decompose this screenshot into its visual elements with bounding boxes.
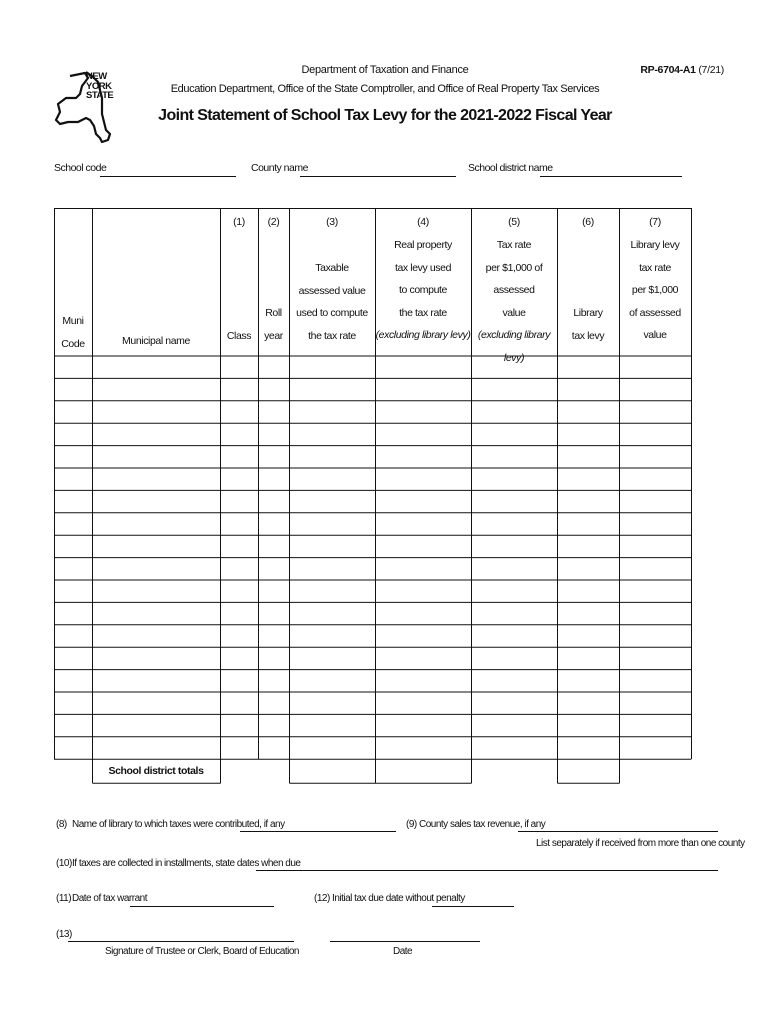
logo-line-york: YORK [86, 80, 112, 92]
form-title: Joint Statement of School Tax Levy for the 2021-2022 Fiscal Year [158, 107, 612, 124]
school-code-field[interactable] [100, 176, 236, 177]
library-name-field[interactable] [240, 831, 396, 832]
county-name-label: County name [251, 162, 308, 174]
q12-label: (12) Initial tax due date without penalty [314, 893, 465, 904]
header-col4-label [375, 234, 471, 347]
q10-number: (10) [56, 858, 72, 869]
header-col3-line2: assessed value [298, 284, 366, 297]
q8-label: Name of library to which taxes were contributed, if any [72, 819, 285, 830]
header-municipal-name: Municipal name [122, 335, 190, 347]
header-col5-line2: per $1,000 of [485, 261, 543, 274]
logo-line-state: STATE [86, 90, 114, 101]
header-col2-line2: year [264, 329, 283, 342]
header-col6-label [557, 302, 619, 347]
form-number [640, 64, 724, 76]
header-col5-note: (excluding library levy) [477, 329, 551, 364]
school-code-label: School code [54, 162, 107, 174]
form-revision-date: (7/21) [698, 64, 724, 76]
header-col7-line2: tax rate [639, 261, 671, 274]
q8-number: (8) [56, 819, 67, 830]
header-col7-line1: Library levy [630, 239, 680, 251]
header-col7-line5: value [643, 329, 667, 341]
header-col7-line3: per $1,000 [631, 284, 679, 296]
header-col1-class: Class [226, 330, 252, 342]
school-district-name-label: School district name [468, 162, 553, 174]
date-label: Date [393, 946, 413, 957]
header-col6-line1: Library [573, 307, 603, 319]
school-district-name-field[interactable] [540, 176, 682, 177]
header-col4-num: (4) [417, 216, 429, 228]
header-col3-line4: the tax rate [308, 329, 356, 342]
school-district-totals-label: School district totals [108, 765, 204, 777]
signature-field[interactable] [68, 941, 294, 942]
logo-line-new: NEW [86, 71, 107, 82]
q11-number: (11) [56, 893, 72, 904]
header-col3-label [289, 257, 375, 347]
header-muni-code-line1: Muni [62, 315, 84, 327]
q9-note: List separately if received from more than one county [536, 838, 745, 849]
header-col7-label [619, 234, 691, 347]
header-col1-num: (1) [233, 216, 245, 228]
header-muni-code [54, 310, 92, 355]
header-col4-line2: tax levy used [394, 261, 452, 274]
initial-due-date-field[interactable] [432, 906, 514, 907]
header-col7-num: (7) [649, 216, 661, 228]
header-col3-line1: Taxable [315, 262, 349, 274]
header-col6-line2: tax levy [571, 329, 605, 342]
tax-warrant-date-field[interactable] [130, 906, 274, 907]
header-col6-num: (6) [582, 216, 594, 228]
q9-label: (9) County sales tax revenue, if any [406, 819, 546, 830]
header-col3-line3: used to compute [296, 307, 368, 319]
header-col4-note: (excluding library levy) [375, 329, 471, 341]
county-sales-tax-field[interactable] [518, 831, 718, 832]
header-col5-line4: value [502, 306, 526, 319]
header-col2-label [258, 302, 289, 347]
installment-dates-field[interactable] [256, 870, 718, 871]
q11-label: Date of tax warrant [72, 893, 147, 904]
agencies-line: Education Department, Office of the State Comptroller, and Office of Real Property Tax Services [170, 83, 600, 95]
form-number-code: RP-6704-A1 [640, 64, 696, 76]
header-col5-label [471, 234, 557, 369]
header-col5-line1: Tax rate [496, 239, 532, 251]
department-name: Department of Taxation and Finance [301, 64, 469, 76]
q13-number: (13) [56, 929, 72, 940]
header-col2-num: (2) [267, 216, 280, 228]
q10-label: If taxes are collected in installments, state dates when due [72, 858, 301, 869]
header-muni-code-line2: Code [61, 337, 85, 350]
signature-date-field[interactable] [330, 941, 480, 942]
header-col7-line4: of assessed [629, 306, 681, 319]
header-col4-line4: the tax rate [399, 306, 447, 319]
signature-label: Signature of Trustee or Clerk, Board of Education [105, 946, 299, 957]
county-name-field[interactable] [300, 176, 456, 177]
header-col4-line3: to compute [399, 284, 447, 296]
header-col3-num: (3) [326, 216, 338, 228]
header-col4-line1: Real property [394, 239, 452, 251]
header-col2-line1: Roll [265, 307, 282, 319]
header-col5-num: (5) [508, 216, 520, 228]
header-col5-line3: assessed [493, 284, 535, 296]
